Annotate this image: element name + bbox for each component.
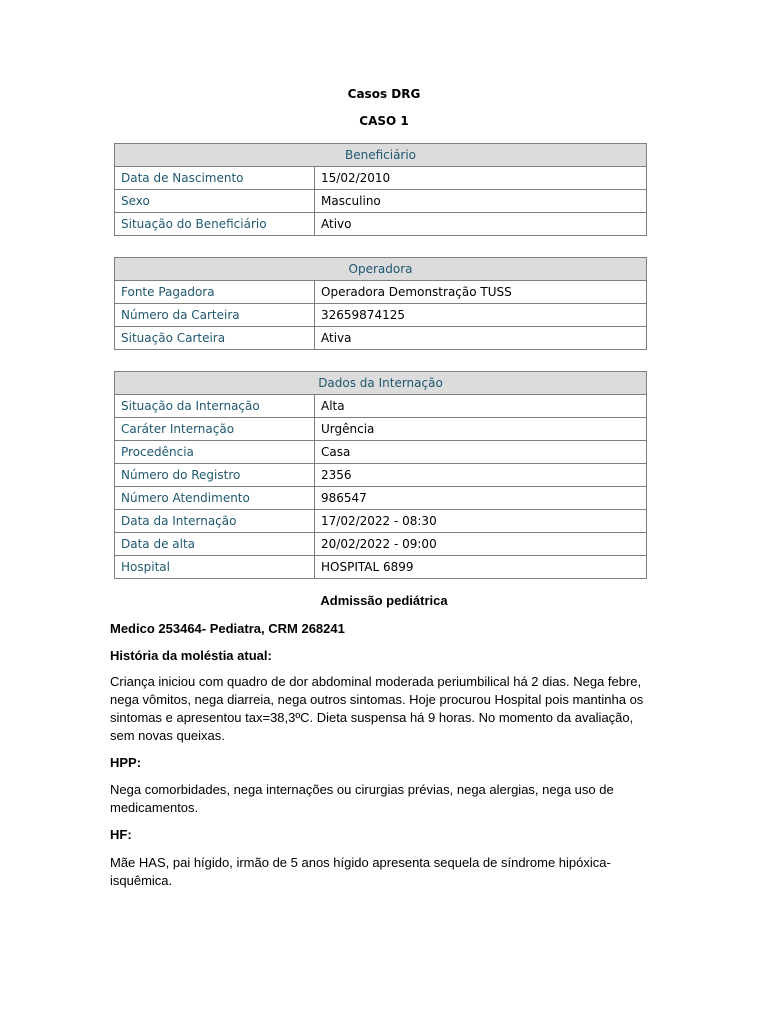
row-label: Hospital	[115, 556, 315, 579]
row-label: Sexo	[115, 190, 315, 213]
internacao-table	[114, 371, 647, 579]
table-header: Operadora	[115, 258, 647, 281]
table-row	[115, 556, 647, 579]
document-title: Casos DRG	[347, 87, 421, 101]
operadora-table	[114, 257, 647, 350]
row-value: HOSPITAL 6899	[315, 556, 647, 579]
row-label: Situação da Internação	[115, 395, 315, 418]
table-row	[115, 395, 647, 418]
row-value: Urgência	[315, 418, 647, 441]
table-row	[115, 281, 647, 304]
table-row	[115, 418, 647, 441]
hpp-text: Nega comorbidades, nega internações ou cirurgias prévias, nega alergias, nega uso de medicamentos.	[110, 782, 614, 815]
table-header: Dados da Internação	[115, 372, 647, 395]
table-row	[115, 167, 647, 190]
row-value: 2356	[315, 464, 647, 487]
row-label: Fonte Pagadora	[115, 281, 315, 304]
row-label: Situação do Beneficiário	[115, 213, 315, 236]
row-label: Número do Registro	[115, 464, 315, 487]
table-row	[115, 190, 647, 213]
row-value: 32659874125	[315, 304, 647, 327]
table-row	[115, 327, 647, 350]
row-value: Masculino	[315, 190, 647, 213]
row-value: 986547	[315, 487, 647, 510]
row-value: Operadora Demonstração TUSS	[315, 281, 647, 304]
table-header: Beneficiário	[115, 144, 647, 167]
hf-text: Mãe HAS, pai hígido, irmão de 5 anos hígido apresenta sequela de síndrome hipóxica-isquêmica.	[110, 855, 611, 888]
row-value: 15/02/2010	[315, 167, 647, 190]
hf-label: HF:	[110, 827, 132, 842]
row-value: 20/02/2022 - 09:00	[315, 533, 647, 556]
row-label: Data de alta	[115, 533, 315, 556]
row-value: Ativo	[315, 213, 647, 236]
table-row	[115, 510, 647, 533]
table-row	[115, 441, 647, 464]
hpp-label: HPP:	[110, 755, 142, 770]
table-row	[115, 487, 647, 510]
case-title: CASO 1	[359, 114, 409, 128]
doctor-line: Medico 253464- Pediatra, CRM 268241	[110, 621, 345, 636]
hma-text: Criança iniciou com quadro de dor abdominal moderada periumbilical há 2 dias. Nega febre, nega vômitos, nega diarreia, nega outros sintomas. Hoje procurou Hospital pois mantinha os sintomas e apresentou tax=38,3ºC. Dieta suspensa há 9 horas. No momento da avaliação, sem novas queixas.	[110, 674, 644, 743]
beneficiario-table	[114, 143, 647, 236]
hma-label: História da moléstia atual:	[110, 648, 272, 663]
row-label: Procedência	[115, 441, 315, 464]
row-label: Data da Internação	[115, 510, 315, 533]
row-label: Data de Nascimento	[115, 167, 315, 190]
table-row	[115, 464, 647, 487]
row-label: Número da Carteira	[115, 304, 315, 327]
row-value: Casa	[315, 441, 647, 464]
row-label: Caráter Internação	[115, 418, 315, 441]
row-value: Alta	[315, 395, 647, 418]
row-value: 17/02/2022 - 08:30	[315, 510, 647, 533]
table-row	[115, 304, 647, 327]
table-row	[115, 213, 647, 236]
row-value: Ativa	[315, 327, 647, 350]
row-label: Número Atendimento	[115, 487, 315, 510]
admission-heading: Admissão pediátrica	[320, 593, 448, 608]
table-row	[115, 533, 647, 556]
row-label: Situação Carteira	[115, 327, 315, 350]
